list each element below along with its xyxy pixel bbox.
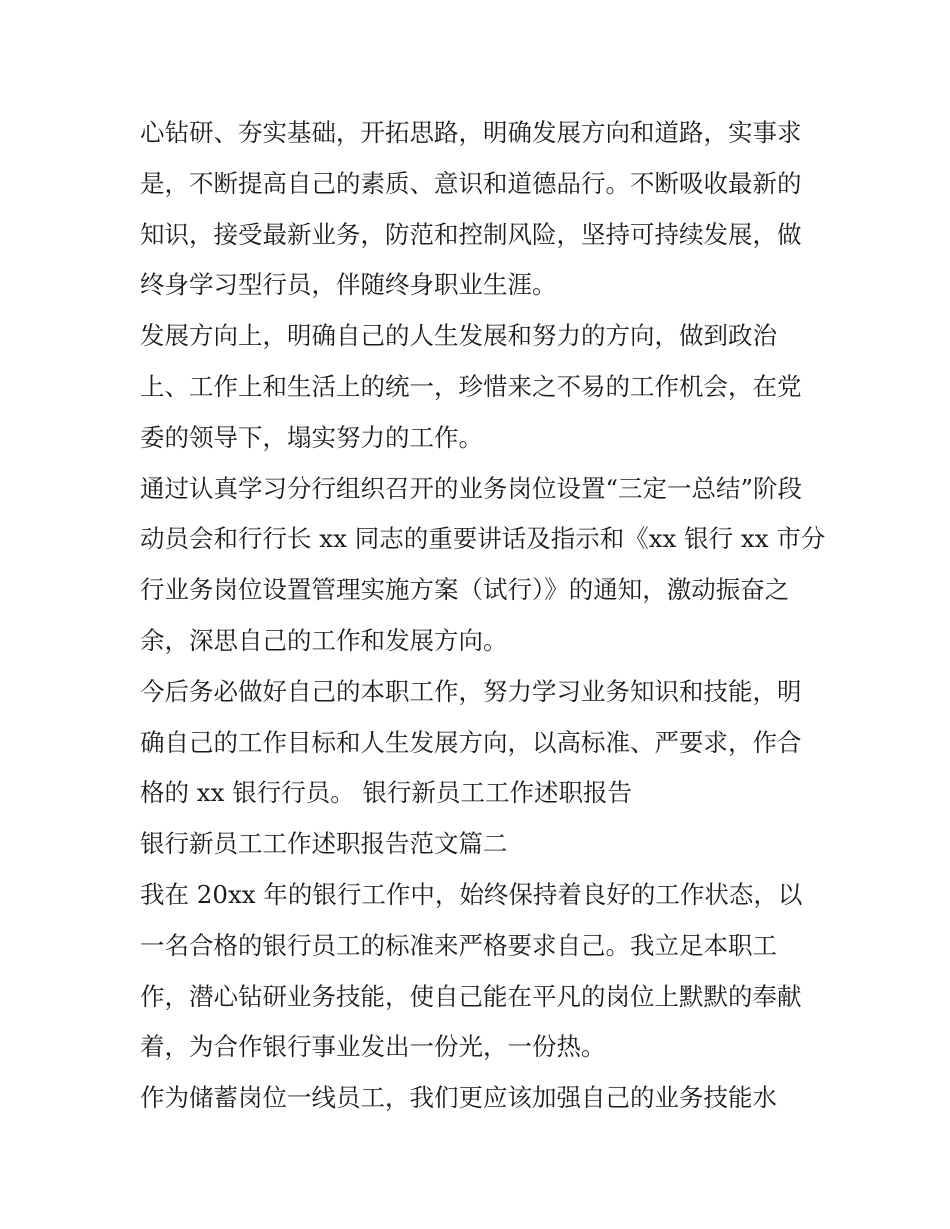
paragraph-meeting-study	[140, 464, 826, 667]
text-line: 发展方向上，明确自己的人生发展和努力的方向，做到政治	[140, 321, 777, 351]
text-line: 通过认真学习分行组织召开的业务岗位设置“三定一总结”阶段	[140, 473, 803, 503]
paragraph-study-foundation	[140, 108, 812, 311]
text-line: 知识，接受最新业务，防范和控制风险，坚持可持续发展，做	[140, 219, 802, 249]
text-line: 今后务必做好自己的本职工作，努力学习业务知识和技能，明	[140, 676, 802, 706]
paragraph-development-direction	[140, 311, 812, 463]
text-line: 心钻研、夯实基础，开拓思路，明确发展方向和道路，实事求	[140, 118, 802, 147]
paragraph-work-attitude	[140, 870, 812, 1073]
text-line: 确自己的工作目标和人生发展方向，以高标准、严要求，作合	[140, 727, 802, 757]
text-line: 动员会和行行长 xx 同志的重要讲话及指示和《xx 银行 xx 市分	[140, 524, 826, 554]
text-line: 终身学习型行员，伴随终身职业生涯。	[140, 270, 557, 300]
paragraph-future-work	[140, 667, 812, 819]
paragraph-savings-position	[140, 1073, 812, 1124]
text-line: 是，不断提高自己的素质、意识和道德品行。不断吸收最新的	[140, 168, 802, 198]
text-line: 格的 xx 银行行员。 银行新员工工作述职报告	[140, 778, 632, 808]
document-body	[140, 108, 826, 1124]
text-line: 作，潜心钻研业务技能，使自己能在平凡的岗位上默默的奉献	[140, 981, 802, 1011]
text-line: 行业务岗位设置管理实施方案（试行）》的通知，激动振奋之	[140, 575, 790, 605]
heading-line: 银行新员工工作述职报告范文篇二	[140, 829, 508, 859]
text-line: 上、工作上和生活上的统一，珍惜来之不易的工作机会，在党	[140, 371, 802, 401]
text-line: 委的领导下，塌实努力的工作。	[140, 422, 483, 452]
text-line: 着，为合作银行事业发出一份光，一份热。	[140, 1032, 606, 1062]
section-heading	[140, 819, 812, 870]
text-line: 余，深思自己的工作和发展方向。	[140, 625, 508, 655]
text-line: 作为储蓄岗位一线员工，我们更应该加强自己的业务技能水	[140, 1083, 777, 1113]
text-line: 一名合格的银行员工的标准来严格要求自己。我立足本职工	[140, 930, 777, 960]
text-line: 我在 20xx 年的银行工作中，始终保持着良好的工作状态，以	[140, 879, 803, 909]
